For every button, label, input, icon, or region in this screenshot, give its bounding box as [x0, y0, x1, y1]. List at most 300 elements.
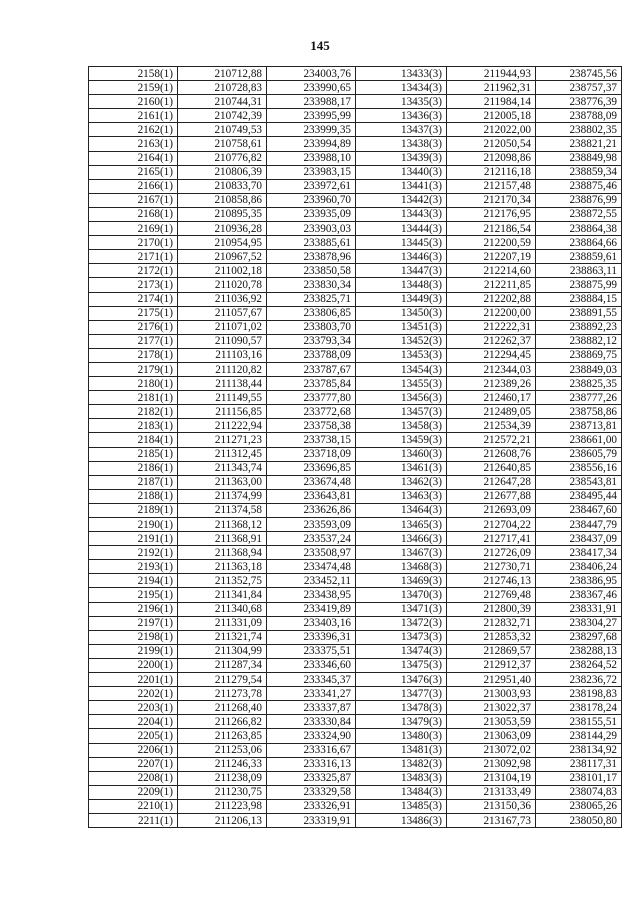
y-coordinate-left-cell: 233341,27 [267, 687, 356, 701]
y-coordinate-right-cell: 238417,34 [536, 546, 622, 560]
y-coordinate-right-cell: 238892,23 [536, 320, 622, 334]
x-coordinate-right-cell: 212389,26 [447, 377, 536, 391]
table-row [89, 278, 622, 292]
point-id-right-cell: 13470(3) [356, 588, 447, 602]
table-row [89, 461, 622, 475]
table-row [89, 644, 622, 658]
x-coordinate-right-cell: 211984,14 [447, 95, 536, 109]
table-row [89, 715, 622, 729]
x-coordinate-right-cell: 212214,60 [447, 264, 536, 278]
y-coordinate-left-cell: 233316,13 [267, 757, 356, 771]
y-coordinate-left-cell: 233537,24 [267, 532, 356, 546]
x-coordinate-right-cell: 212294,45 [447, 348, 536, 362]
x-coordinate-left-cell: 211057,67 [178, 306, 267, 320]
point-id-right-cell: 13456(3) [356, 391, 447, 405]
point-id-right-cell: 13446(3) [356, 250, 447, 264]
x-coordinate-left-cell: 211331,09 [178, 616, 267, 630]
point-id-left-cell: 2161(1) [89, 109, 178, 123]
y-coordinate-left-cell: 233674,48 [267, 475, 356, 489]
y-coordinate-left-cell: 233935,09 [267, 207, 356, 221]
point-id-left-cell: 2189(1) [89, 503, 178, 517]
y-coordinate-left-cell: 233803,70 [267, 320, 356, 334]
x-coordinate-right-cell: 213150,36 [447, 799, 536, 813]
table-row [89, 757, 622, 771]
x-coordinate-left-cell: 211120,82 [178, 362, 267, 376]
y-coordinate-left-cell: 233718,09 [267, 447, 356, 461]
point-id-right-cell: 13448(3) [356, 278, 447, 292]
y-coordinate-left-cell: 233830,34 [267, 278, 356, 292]
x-coordinate-right-cell: 212726,09 [447, 546, 536, 560]
y-coordinate-left-cell: 233403,16 [267, 616, 356, 630]
point-id-left-cell: 2206(1) [89, 743, 178, 757]
point-id-right-cell: 13450(3) [356, 306, 447, 320]
point-id-left-cell: 2169(1) [89, 222, 178, 236]
x-coordinate-left-cell: 210744,31 [178, 95, 267, 109]
point-id-right-cell: 13460(3) [356, 447, 447, 461]
x-coordinate-right-cell: 212186,54 [447, 222, 536, 236]
x-coordinate-left-cell: 211156,85 [178, 405, 267, 419]
point-id-left-cell: 2176(1) [89, 320, 178, 334]
table-row [89, 658, 622, 672]
y-coordinate-left-cell: 233337,87 [267, 701, 356, 715]
y-coordinate-right-cell: 238288,13 [536, 644, 622, 658]
point-id-left-cell: 2196(1) [89, 602, 178, 616]
y-coordinate-right-cell: 238661,00 [536, 433, 622, 447]
y-coordinate-right-cell: 238876,99 [536, 193, 622, 207]
y-coordinate-left-cell: 233787,67 [267, 362, 356, 376]
point-id-right-cell: 13436(3) [356, 109, 447, 123]
point-id-right-cell: 13466(3) [356, 532, 447, 546]
table-row [89, 771, 622, 785]
point-id-left-cell: 2170(1) [89, 236, 178, 250]
point-id-right-cell: 13481(3) [356, 743, 447, 757]
table-row [89, 123, 622, 137]
y-coordinate-right-cell: 238331,91 [536, 602, 622, 616]
point-id-left-cell: 2197(1) [89, 616, 178, 630]
y-coordinate-left-cell: 233325,87 [267, 771, 356, 785]
x-coordinate-right-cell: 212200,00 [447, 306, 536, 320]
x-coordinate-left-cell: 210936,28 [178, 222, 267, 236]
table-row [89, 377, 622, 391]
point-id-left-cell: 2199(1) [89, 644, 178, 658]
y-coordinate-left-cell: 233878,96 [267, 250, 356, 264]
x-coordinate-left-cell: 210895,35 [178, 207, 267, 221]
x-coordinate-left-cell: 211341,84 [178, 588, 267, 602]
table-row [89, 95, 622, 109]
x-coordinate-right-cell: 211944,93 [447, 67, 536, 81]
y-coordinate-left-cell: 233903,03 [267, 222, 356, 236]
table-row [89, 588, 622, 602]
point-id-right-cell: 13462(3) [356, 475, 447, 489]
y-coordinate-right-cell: 238859,61 [536, 250, 622, 264]
point-id-left-cell: 2174(1) [89, 292, 178, 306]
x-coordinate-left-cell: 211279,54 [178, 673, 267, 687]
y-coordinate-left-cell: 233396,31 [267, 630, 356, 644]
y-coordinate-right-cell: 238882,12 [536, 334, 622, 348]
x-coordinate-left-cell: 211036,92 [178, 292, 267, 306]
x-coordinate-right-cell: 212717,41 [447, 532, 536, 546]
point-id-right-cell: 13467(3) [356, 546, 447, 560]
point-id-left-cell: 2160(1) [89, 95, 178, 109]
table-row [89, 503, 622, 517]
point-id-left-cell: 2184(1) [89, 433, 178, 447]
x-coordinate-right-cell: 212202,88 [447, 292, 536, 306]
point-id-right-cell: 13473(3) [356, 630, 447, 644]
y-coordinate-right-cell: 238864,38 [536, 222, 622, 236]
x-coordinate-left-cell: 211238,09 [178, 771, 267, 785]
point-id-right-cell: 13457(3) [356, 405, 447, 419]
table-row [89, 687, 622, 701]
y-coordinate-left-cell: 233324,90 [267, 729, 356, 743]
x-coordinate-left-cell: 211266,82 [178, 715, 267, 729]
x-coordinate-right-cell: 212176,95 [447, 207, 536, 221]
y-coordinate-left-cell: 233326,91 [267, 799, 356, 813]
table-row [89, 532, 622, 546]
y-coordinate-left-cell: 233345,37 [267, 673, 356, 687]
x-coordinate-left-cell: 210858,86 [178, 193, 267, 207]
table-row [89, 109, 622, 123]
y-coordinate-left-cell: 233777,80 [267, 391, 356, 405]
table-row [89, 447, 622, 461]
x-coordinate-right-cell: 212677,88 [447, 489, 536, 503]
y-coordinate-left-cell: 233960,70 [267, 193, 356, 207]
y-coordinate-left-cell: 233643,81 [267, 489, 356, 503]
x-coordinate-left-cell: 211020,78 [178, 278, 267, 292]
table-row [89, 391, 622, 405]
y-coordinate-right-cell: 238178,24 [536, 701, 622, 715]
y-coordinate-left-cell: 233346,60 [267, 658, 356, 672]
point-id-left-cell: 2175(1) [89, 306, 178, 320]
point-id-left-cell: 2207(1) [89, 757, 178, 771]
x-coordinate-left-cell: 211246,33 [178, 757, 267, 771]
y-coordinate-right-cell: 238117,31 [536, 757, 622, 771]
page-number: 145 [310, 38, 330, 53]
point-id-left-cell: 2164(1) [89, 151, 178, 165]
y-coordinate-right-cell: 238264,52 [536, 658, 622, 672]
x-coordinate-right-cell: 213063,09 [447, 729, 536, 743]
x-coordinate-left-cell: 211071,02 [178, 320, 267, 334]
x-coordinate-left-cell: 211340,68 [178, 602, 267, 616]
point-id-right-cell: 13451(3) [356, 320, 447, 334]
y-coordinate-left-cell: 233319,91 [267, 813, 356, 827]
y-coordinate-left-cell: 233452,11 [267, 574, 356, 588]
table-row [89, 785, 622, 799]
y-coordinate-left-cell: 233316,67 [267, 743, 356, 757]
point-id-right-cell: 13475(3) [356, 658, 447, 672]
y-coordinate-right-cell: 238875,46 [536, 179, 622, 193]
x-coordinate-left-cell: 211352,75 [178, 574, 267, 588]
y-coordinate-right-cell: 238144,29 [536, 729, 622, 743]
table-row [89, 264, 622, 278]
x-coordinate-right-cell: 212853,32 [447, 630, 536, 644]
x-coordinate-left-cell: 211368,12 [178, 518, 267, 532]
y-coordinate-right-cell: 238891,55 [536, 306, 622, 320]
point-id-left-cell: 2203(1) [89, 701, 178, 715]
point-id-left-cell: 2167(1) [89, 193, 178, 207]
y-coordinate-right-cell: 238304,27 [536, 616, 622, 630]
x-coordinate-left-cell: 210833,70 [178, 179, 267, 193]
point-id-left-cell: 2190(1) [89, 518, 178, 532]
y-coordinate-right-cell: 238777,26 [536, 391, 622, 405]
point-id-left-cell: 2188(1) [89, 489, 178, 503]
x-coordinate-right-cell: 213003,93 [447, 687, 536, 701]
table-row [89, 489, 622, 503]
point-id-right-cell: 13483(3) [356, 771, 447, 785]
y-coordinate-right-cell: 238884,15 [536, 292, 622, 306]
y-coordinate-right-cell: 238297,68 [536, 630, 622, 644]
y-coordinate-right-cell: 238065,26 [536, 799, 622, 813]
table-row [89, 362, 622, 376]
y-coordinate-right-cell: 238802,35 [536, 123, 622, 137]
x-coordinate-left-cell: 211090,57 [178, 334, 267, 348]
table-row [89, 574, 622, 588]
point-id-left-cell: 2201(1) [89, 673, 178, 687]
point-id-left-cell: 2211(1) [89, 813, 178, 827]
y-coordinate-left-cell: 233885,61 [267, 236, 356, 250]
table-row [89, 743, 622, 757]
point-id-left-cell: 2204(1) [89, 715, 178, 729]
point-id-right-cell: 13485(3) [356, 799, 447, 813]
x-coordinate-right-cell: 212572,21 [447, 433, 536, 447]
x-coordinate-right-cell: 212608,76 [447, 447, 536, 461]
point-id-right-cell: 13479(3) [356, 715, 447, 729]
y-coordinate-right-cell: 238074,83 [536, 785, 622, 799]
x-coordinate-left-cell: 211103,16 [178, 348, 267, 362]
x-coordinate-right-cell: 212832,71 [447, 616, 536, 630]
x-coordinate-right-cell: 212951,40 [447, 673, 536, 687]
y-coordinate-right-cell: 238825,35 [536, 377, 622, 391]
x-coordinate-right-cell: 212262,37 [447, 334, 536, 348]
point-id-right-cell: 13439(3) [356, 151, 447, 165]
point-id-left-cell: 2183(1) [89, 419, 178, 433]
point-id-right-cell: 13482(3) [356, 757, 447, 771]
x-coordinate-left-cell: 211268,40 [178, 701, 267, 715]
table-row [89, 616, 622, 630]
point-id-right-cell: 13443(3) [356, 207, 447, 221]
point-id-right-cell: 13461(3) [356, 461, 447, 475]
point-id-left-cell: 2186(1) [89, 461, 178, 475]
y-coordinate-right-cell: 238821,21 [536, 137, 622, 151]
y-coordinate-right-cell: 238543,81 [536, 475, 622, 489]
point-id-left-cell: 2187(1) [89, 475, 178, 489]
y-coordinate-right-cell: 238050,80 [536, 813, 622, 827]
point-id-right-cell: 13478(3) [356, 701, 447, 715]
x-coordinate-left-cell: 211222,94 [178, 419, 267, 433]
x-coordinate-right-cell: 212730,71 [447, 560, 536, 574]
coordinates-table [88, 66, 622, 828]
y-coordinate-left-cell: 233983,15 [267, 165, 356, 179]
x-coordinate-left-cell: 211374,99 [178, 489, 267, 503]
table-row [89, 250, 622, 264]
table-row [89, 151, 622, 165]
point-id-right-cell: 13486(3) [356, 813, 447, 827]
point-id-right-cell: 13433(3) [356, 67, 447, 81]
point-id-left-cell: 2185(1) [89, 447, 178, 461]
y-coordinate-right-cell: 238849,98 [536, 151, 622, 165]
x-coordinate-right-cell: 212344,03 [447, 362, 536, 376]
point-id-right-cell: 13455(3) [356, 377, 447, 391]
table-row [89, 701, 622, 715]
point-id-left-cell: 2171(1) [89, 250, 178, 264]
point-id-left-cell: 2193(1) [89, 560, 178, 574]
x-coordinate-left-cell: 211206,13 [178, 813, 267, 827]
x-coordinate-right-cell: 213092,98 [447, 757, 536, 771]
x-coordinate-left-cell: 211368,91 [178, 532, 267, 546]
x-coordinate-right-cell: 212769,48 [447, 588, 536, 602]
table-row [89, 475, 622, 489]
point-id-left-cell: 2191(1) [89, 532, 178, 546]
x-coordinate-right-cell: 212534,39 [447, 419, 536, 433]
y-coordinate-left-cell: 233785,84 [267, 377, 356, 391]
x-coordinate-left-cell: 211273,78 [178, 687, 267, 701]
table-row [89, 81, 622, 95]
y-coordinate-right-cell: 238406,24 [536, 560, 622, 574]
x-coordinate-right-cell: 213167,73 [447, 813, 536, 827]
y-coordinate-right-cell: 238134,92 [536, 743, 622, 757]
point-id-right-cell: 13459(3) [356, 433, 447, 447]
y-coordinate-right-cell: 238367,46 [536, 588, 622, 602]
point-id-right-cell: 13484(3) [356, 785, 447, 799]
point-id-left-cell: 2198(1) [89, 630, 178, 644]
x-coordinate-right-cell: 212869,57 [447, 644, 536, 658]
y-coordinate-right-cell: 238776,39 [536, 95, 622, 109]
point-id-right-cell: 13471(3) [356, 602, 447, 616]
x-coordinate-right-cell: 212207,19 [447, 250, 536, 264]
x-coordinate-right-cell: 212460,17 [447, 391, 536, 405]
point-id-left-cell: 2182(1) [89, 405, 178, 419]
point-id-left-cell: 2210(1) [89, 799, 178, 813]
point-id-left-cell: 2202(1) [89, 687, 178, 701]
point-id-left-cell: 2179(1) [89, 362, 178, 376]
table-row [89, 292, 622, 306]
point-id-right-cell: 13441(3) [356, 179, 447, 193]
table-row [89, 729, 622, 743]
x-coordinate-left-cell: 210712,88 [178, 67, 267, 81]
point-id-left-cell: 2180(1) [89, 377, 178, 391]
table-row [89, 179, 622, 193]
x-coordinate-left-cell: 211223,98 [178, 799, 267, 813]
point-id-right-cell: 13464(3) [356, 503, 447, 517]
x-coordinate-right-cell: 212098,86 [447, 151, 536, 165]
y-coordinate-left-cell: 233825,71 [267, 292, 356, 306]
y-coordinate-right-cell: 238236,72 [536, 673, 622, 687]
point-id-left-cell: 2178(1) [89, 348, 178, 362]
table-row [89, 630, 622, 644]
x-coordinate-right-cell: 212005,18 [447, 109, 536, 123]
point-id-right-cell: 13449(3) [356, 292, 447, 306]
table-row [89, 222, 622, 236]
x-coordinate-left-cell: 210728,83 [178, 81, 267, 95]
y-coordinate-left-cell: 233375,51 [267, 644, 356, 658]
x-coordinate-left-cell: 211263,85 [178, 729, 267, 743]
y-coordinate-right-cell: 238447,79 [536, 518, 622, 532]
table-row [89, 799, 622, 813]
point-id-left-cell: 2205(1) [89, 729, 178, 743]
y-coordinate-left-cell: 233995,99 [267, 109, 356, 123]
x-coordinate-left-cell: 211287,34 [178, 658, 267, 672]
y-coordinate-right-cell: 238495,44 [536, 489, 622, 503]
x-coordinate-left-cell: 211343,74 [178, 461, 267, 475]
x-coordinate-right-cell: 212222,31 [447, 320, 536, 334]
point-id-left-cell: 2195(1) [89, 588, 178, 602]
x-coordinate-left-cell: 211321,74 [178, 630, 267, 644]
table-row [89, 433, 622, 447]
x-coordinate-right-cell: 213104,19 [447, 771, 536, 785]
table-row [89, 348, 622, 362]
x-coordinate-left-cell: 211374,58 [178, 503, 267, 517]
point-id-right-cell: 13435(3) [356, 95, 447, 109]
point-id-right-cell: 13445(3) [356, 236, 447, 250]
x-coordinate-left-cell: 211368,94 [178, 546, 267, 560]
point-id-left-cell: 2165(1) [89, 165, 178, 179]
point-id-right-cell: 13454(3) [356, 362, 447, 376]
x-coordinate-right-cell: 212116,18 [447, 165, 536, 179]
y-coordinate-left-cell: 233990,65 [267, 81, 356, 95]
y-coordinate-right-cell: 238872,55 [536, 207, 622, 221]
x-coordinate-left-cell: 210742,39 [178, 109, 267, 123]
point-id-right-cell: 13447(3) [356, 264, 447, 278]
y-coordinate-left-cell: 233772,68 [267, 405, 356, 419]
point-id-left-cell: 2177(1) [89, 334, 178, 348]
y-coordinate-right-cell: 238849,03 [536, 362, 622, 376]
y-coordinate-left-cell: 233972,61 [267, 179, 356, 193]
table-row [89, 405, 622, 419]
y-coordinate-left-cell: 233788,09 [267, 348, 356, 362]
y-coordinate-right-cell: 238745,56 [536, 67, 622, 81]
x-coordinate-right-cell: 212640,85 [447, 461, 536, 475]
point-id-left-cell: 2192(1) [89, 546, 178, 560]
x-coordinate-left-cell: 210806,39 [178, 165, 267, 179]
point-id-right-cell: 13444(3) [356, 222, 447, 236]
point-id-right-cell: 13469(3) [356, 574, 447, 588]
x-coordinate-right-cell: 213133,49 [447, 785, 536, 799]
coordinates-table-body [89, 67, 622, 828]
table-row [89, 320, 622, 334]
point-id-right-cell: 13476(3) [356, 673, 447, 687]
point-id-left-cell: 2172(1) [89, 264, 178, 278]
table-row [89, 193, 622, 207]
y-coordinate-right-cell: 238467,60 [536, 503, 622, 517]
point-id-left-cell: 2173(1) [89, 278, 178, 292]
y-coordinate-right-cell: 238556,16 [536, 461, 622, 475]
x-coordinate-left-cell: 211312,45 [178, 447, 267, 461]
y-coordinate-right-cell: 238869,75 [536, 348, 622, 362]
x-coordinate-right-cell: 212157,48 [447, 179, 536, 193]
point-id-right-cell: 13468(3) [356, 560, 447, 574]
x-coordinate-right-cell: 212704,22 [447, 518, 536, 532]
y-coordinate-left-cell: 233508,97 [267, 546, 356, 560]
y-coordinate-left-cell: 233330,84 [267, 715, 356, 729]
point-id-left-cell: 2208(1) [89, 771, 178, 785]
x-coordinate-right-cell: 212200,59 [447, 236, 536, 250]
y-coordinate-left-cell: 233419,89 [267, 602, 356, 616]
y-coordinate-right-cell: 238155,51 [536, 715, 622, 729]
x-coordinate-right-cell: 212489,05 [447, 405, 536, 419]
table-row [89, 207, 622, 221]
table-row [89, 518, 622, 532]
x-coordinate-left-cell: 211253,06 [178, 743, 267, 757]
point-id-left-cell: 2168(1) [89, 207, 178, 221]
y-coordinate-right-cell: 238713,81 [536, 419, 622, 433]
y-coordinate-left-cell: 233738,15 [267, 433, 356, 447]
x-coordinate-left-cell: 211304,99 [178, 644, 267, 658]
point-id-right-cell: 13463(3) [356, 489, 447, 503]
table-row [89, 813, 622, 827]
y-coordinate-left-cell: 233806,85 [267, 306, 356, 320]
y-coordinate-right-cell: 238875,99 [536, 278, 622, 292]
point-id-left-cell: 2159(1) [89, 81, 178, 95]
point-id-left-cell: 2158(1) [89, 67, 178, 81]
